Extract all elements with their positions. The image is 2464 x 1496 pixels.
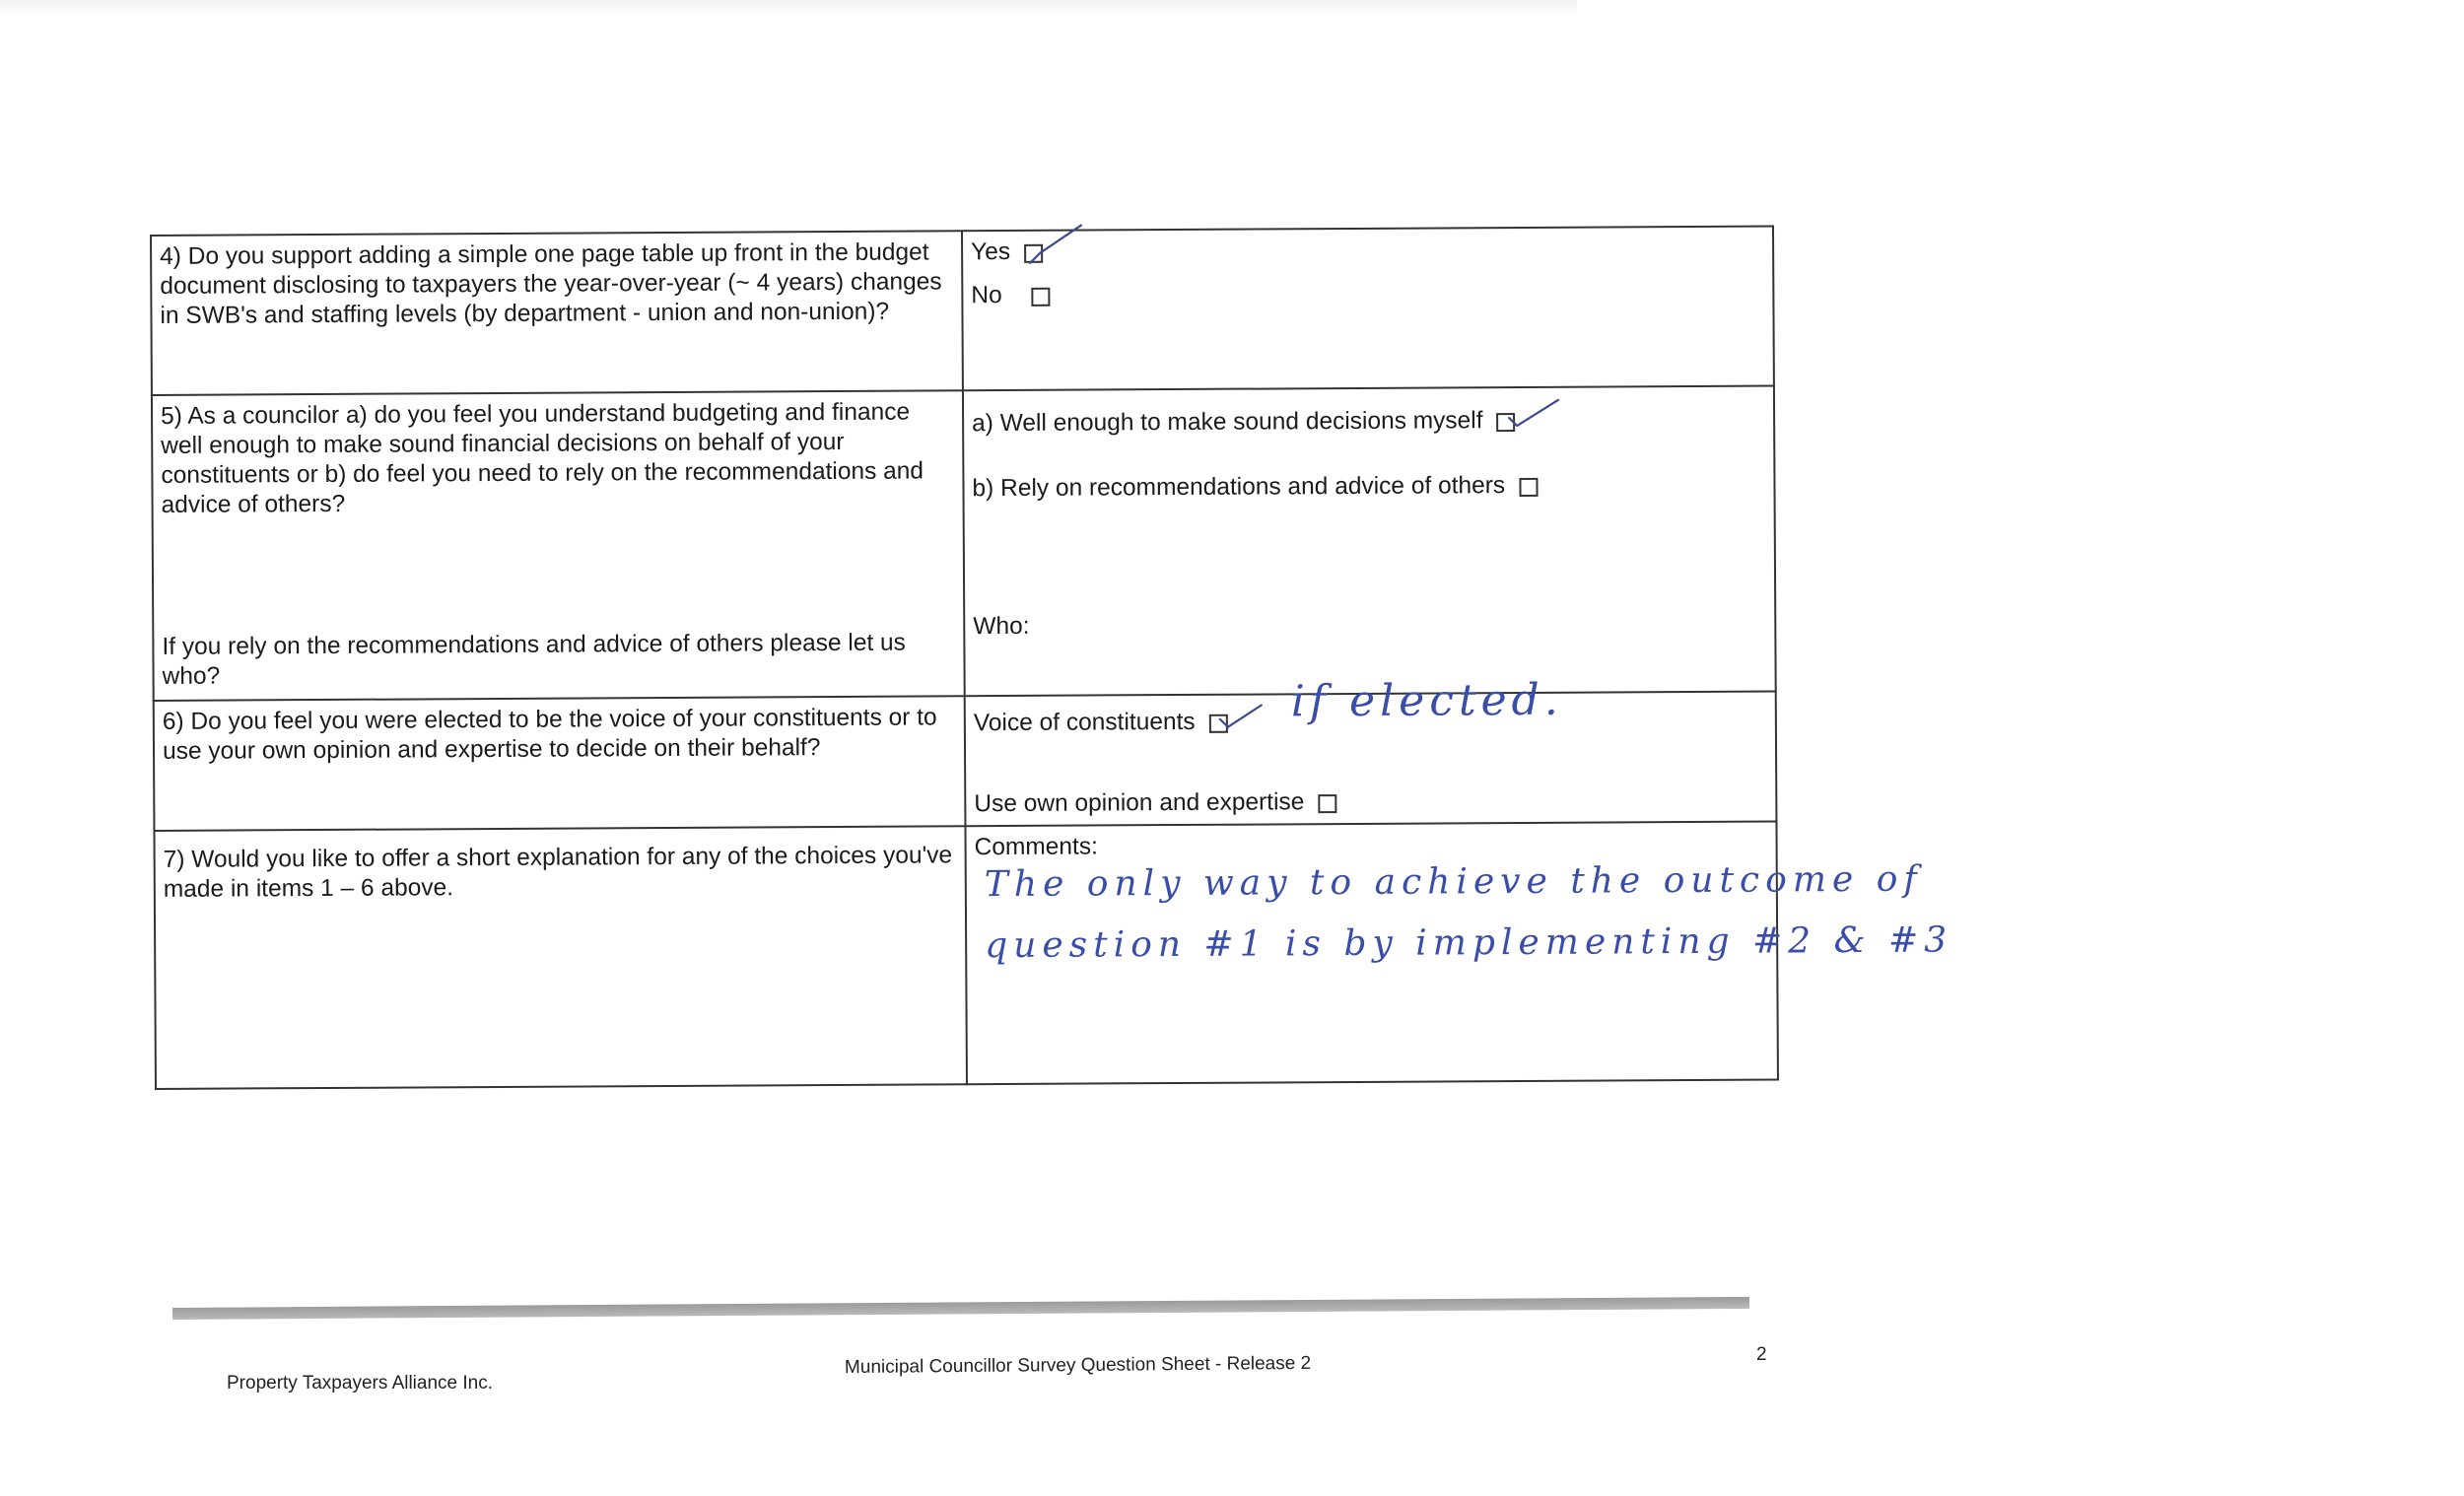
q6-voice-label: Voice of constituents: [973, 708, 1196, 737]
q5-option-b-label: b) Rely on recommendations and advice of others: [972, 472, 1506, 503]
question-row-5: [152, 386, 1776, 701]
footer-rule: [172, 1297, 1749, 1320]
question-6-answers: [965, 674, 1777, 827]
q5-option-b[interactable]: [972, 470, 1765, 505]
q5-option-a-checkbox[interactable]: [1496, 413, 1515, 432]
q5-option-a[interactable]: [972, 403, 1765, 442]
q6-handwritten-note: if elected.: [1290, 674, 1563, 727]
question-7-answers: [965, 822, 1953, 1085]
question-6-text: 6) Do you feel you were elected to be the voice of your constituents or to use your own opinion and expertise to decide on their behalf?: [154, 696, 966, 831]
q7-comments-label: Comments:: [974, 833, 1098, 861]
footer-organization: Property Taxpayers Alliance Inc.: [227, 1373, 494, 1394]
question-7-text: 7) Would you like to offer a short explanation for any of the choices you've made in items 1 – 6 above.: [154, 826, 966, 1089]
question-row-7: [154, 822, 1777, 1089]
q4-yes-checkbox[interactable]: [1024, 243, 1043, 262]
q4-option-yes[interactable]: [971, 234, 1764, 268]
q6-own-checkbox[interactable]: [1318, 794, 1336, 813]
question-4-answers: [962, 227, 1774, 391]
question-5-cell: [152, 390, 965, 701]
question-row-4: [151, 227, 1774, 395]
survey-table: [150, 226, 1953, 1090]
q6-own-label: Use own opinion and expertise: [974, 788, 1305, 818]
footer-page-number: 2: [1756, 1344, 1767, 1365]
q6-option-own[interactable]: [974, 787, 1336, 819]
q7-handwritten-line-1: The only way to achieve the outcome of: [984, 858, 1923, 906]
q4-no-checkbox[interactable]: [1032, 287, 1051, 306]
q4-yes-label: Yes: [971, 238, 1011, 266]
q5-who-label: Who:: [973, 612, 1030, 641]
question-row-6: [154, 692, 1777, 831]
q5-option-a-label: a) Well enough to make sound decisions myself: [972, 407, 1483, 438]
question-5-answers: [963, 386, 1776, 697]
footer-document-title: Municipal Councillor Survey Question Sheet - Release 2: [844, 1352, 1312, 1379]
checkmark-icon: [1507, 396, 1562, 430]
q4-option-no[interactable]: [971, 277, 1764, 311]
question-4-text: 4) Do you support adding a simple one page table up front in the budget document disclosing to taxpayers the year-over-year (~ 4 years) changes in SWB's and staffing levels (by department - union and non-union)?: [151, 231, 963, 395]
q5-option-b-checkbox[interactable]: [1519, 477, 1538, 496]
q6-voice-checkbox[interactable]: [1209, 714, 1228, 732]
question-5-text: 5) As a councilor a) do you feel you understand budgeting and finance well enough to make sound financial decisions on behalf of your constituents or b) do feel you need to rely on the recommendations and advice of others?: [160, 398, 924, 518]
scan-edge: [0, 0, 1577, 18]
q4-no-label: No: [971, 282, 1002, 309]
question-5-follow-up: If you rely on the recommendations and advice of others please let us who?: [162, 629, 906, 690]
q7-handwritten-line-2: question #1 is by implementing #2 & #3: [985, 919, 1953, 967]
